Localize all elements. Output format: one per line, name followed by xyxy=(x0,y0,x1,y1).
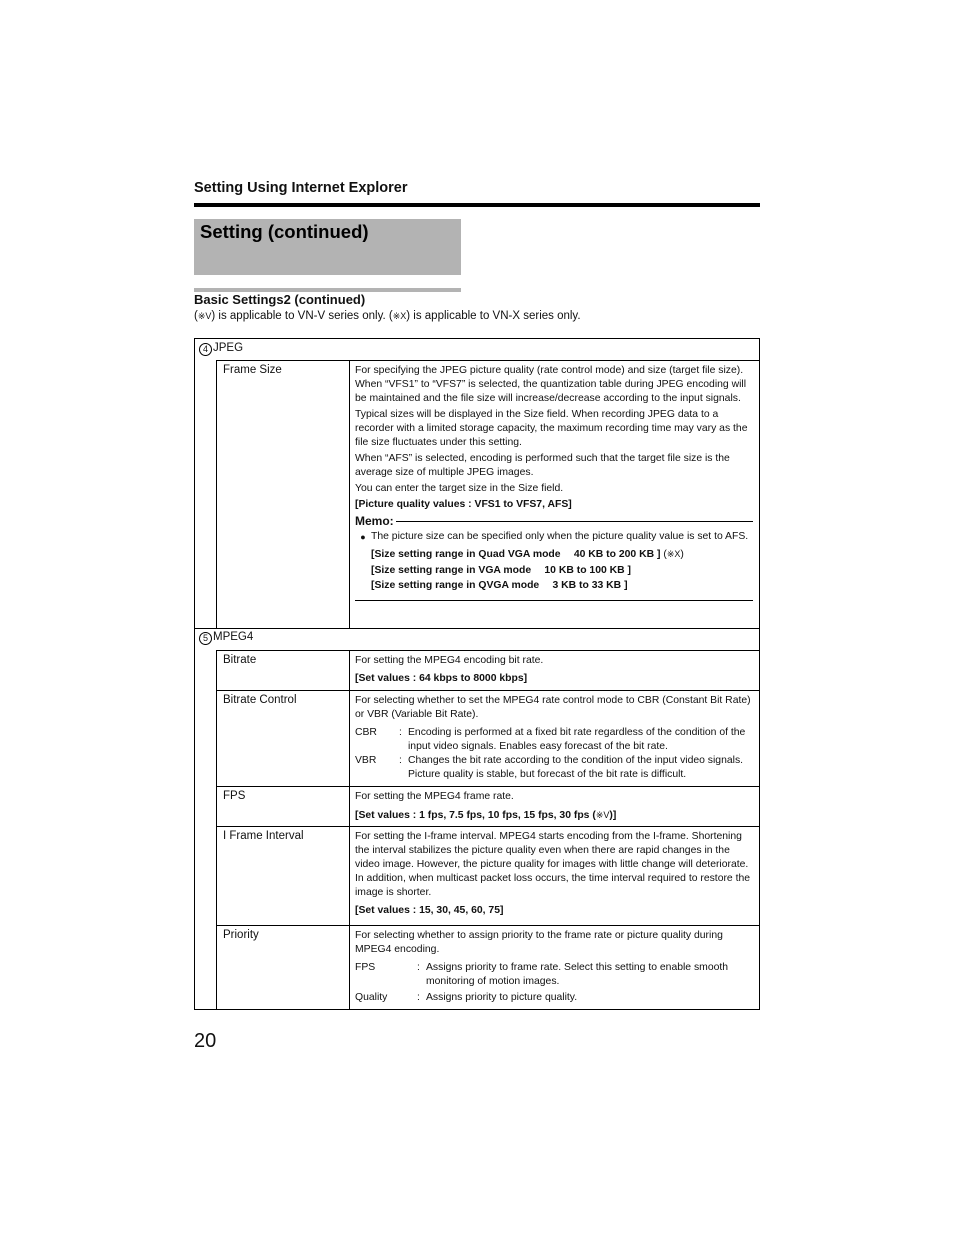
memo-heading xyxy=(355,514,753,528)
table-rule xyxy=(195,628,759,629)
priority-description xyxy=(355,929,753,1005)
range-vga: [Size setting range in VGA mode 10 KB to 100 KB ] xyxy=(371,564,632,576)
frame-size-values: [Picture quality values : VFS1 to VFS7, AFS] xyxy=(355,499,572,510)
iframe-description xyxy=(355,830,753,920)
title-banner xyxy=(194,219,461,275)
term-text: Assigns priority to frame rate. Select this setting to enable smooth monitoring of motion images. xyxy=(426,962,729,987)
applicability-note: (※V) is applicable to VN-V series only. (※X) is applicable to VN-X series only. xyxy=(194,310,581,322)
term-key: CBR xyxy=(355,727,377,738)
row-label-fps: FPS xyxy=(223,790,246,802)
term-text: Changes the bit rate according to the condition of the input video signals. Picture quality is stable, but forecast of the bit rate is difficult. xyxy=(408,755,744,780)
page-number: 20 xyxy=(194,1030,217,1052)
bitrate-values: [Set values : 64 kbps to 8000 kbps] xyxy=(355,673,528,684)
group-mpeg4-label: MPEG4 xyxy=(213,631,254,643)
memo-item xyxy=(355,530,753,544)
row-label-frame-size: Frame Size xyxy=(223,364,282,376)
circled-number: 4 xyxy=(199,343,212,356)
bitrate-text: For setting the MPEG4 encoding bit rate. xyxy=(355,655,544,666)
frame-size-text: Typical sizes will be displayed in the Size field. When recording JPEG data to a recorder with a limited storage capacity, the maximum recording time may vary as the file size fluctuates under this setting. xyxy=(355,409,748,448)
frame-size-description xyxy=(355,364,753,601)
range-qvga: [Size setting range in QVGA mode 3 KB to 33 KB ] xyxy=(371,580,628,591)
frame-size-text: For specifying the JPEG picture quality (rate control mode) and size (target file size). When “VFS1” to “VFS7” is selected, the quantization table during JPEG encoding will be maintained and the file size will increase/decrease according to the input signals. xyxy=(355,365,746,404)
note-x-text: ) is applicable to VN-X series only. xyxy=(406,310,581,322)
fps-values xyxy=(355,808,753,823)
table-rule xyxy=(216,360,759,361)
term-item xyxy=(355,754,753,782)
table-rule xyxy=(216,360,217,628)
ref-mark-x: ※X xyxy=(392,311,407,321)
row-label-bitrate: Bitrate xyxy=(223,654,257,666)
table-rule xyxy=(349,650,350,1009)
frame-size-text: You can enter the target size in the Size field. xyxy=(355,483,564,494)
term-text: Assigns priority to picture quality. xyxy=(426,992,578,1003)
frame-size-text: When “AFS” is selected, encoding is performed such that the target file size is the average size of multiple JPEG images. xyxy=(355,453,730,478)
fps-description xyxy=(355,790,753,825)
table-rule xyxy=(216,650,759,651)
section-header: Setting Using Internet Explorer xyxy=(194,180,408,196)
row-label-iframe-interval: I Frame Interval xyxy=(223,830,304,842)
row-label-priority: Priority xyxy=(223,929,259,941)
ref-mark-v: ※V xyxy=(197,311,212,321)
term-key: FPS xyxy=(355,962,376,973)
term-item xyxy=(355,991,753,1005)
ref-mark-x: ※X xyxy=(666,549,681,559)
fps-text: For setting the MPEG4 frame rate. xyxy=(355,791,514,802)
row-label-bitrate-control: Bitrate Control xyxy=(223,694,297,706)
memo-title: Memo: xyxy=(355,514,394,528)
iframe-text: For setting the I-frame interval. MPEG4 starts encoding from the I-frame. Shortening the interval stabilizes the picture quality even when there are rapid changes in the video image. However, the picture quality for images with little change will deteriorate. In addition, when multicast packet loss occurs, the time interval required to restore the image is shorter. xyxy=(355,831,751,898)
term-key: Quality xyxy=(355,992,388,1003)
memo-rule xyxy=(396,521,753,522)
term-item xyxy=(355,726,753,754)
bitrate-control-text: For selecting whether to set the MPEG4 rate control mode to CBR (Constant Bit Rate) or VBR (Variable Bit Rate). xyxy=(355,695,751,720)
page-title: Setting (continued) xyxy=(200,221,369,242)
term-key: VBR xyxy=(355,755,377,766)
group-jpeg-label: JPEG xyxy=(213,342,244,354)
bullet-icon: ● xyxy=(360,532,366,542)
table-rule xyxy=(349,360,350,628)
memo-end-rule xyxy=(355,600,753,601)
table-rule xyxy=(216,925,759,926)
bitrate-description xyxy=(355,654,753,688)
table-rule xyxy=(216,786,759,787)
iframe-values: [Set values : 15, 30, 45, 60, 75] xyxy=(355,905,504,916)
table-rule xyxy=(216,650,217,1009)
header-rule xyxy=(194,203,760,207)
fps-values-end: )] xyxy=(609,810,617,821)
term-colon: : xyxy=(399,727,402,738)
subheading: Basic Settings2 (continued) xyxy=(194,292,366,307)
note-v-text: ) is applicable to VN-V series only. ( xyxy=(211,310,393,322)
term-colon: : xyxy=(417,962,420,973)
term-colon: : xyxy=(417,992,420,1003)
memo-text: The picture size can be specified only when the picture quality value is set to AFS. xyxy=(371,531,749,542)
range-quad-text: [Size setting range in Quad VGA mode 40 KB to 200 KB ] xyxy=(371,549,661,560)
range-quad-vga: [Size setting range in Quad VGA mode 40 KB to 200 KB ] (※X) xyxy=(371,549,684,560)
term-item xyxy=(355,961,753,989)
circled-number: 5 xyxy=(199,632,212,645)
group-jpeg xyxy=(199,342,243,356)
ref-mark-v: ※V xyxy=(595,810,610,820)
table-rule xyxy=(216,826,759,827)
term-colon: : xyxy=(399,755,402,766)
table-rule xyxy=(216,690,759,691)
priority-text: For selecting whether to assign priority to the frame rate or picture quality during MPEG4 encoding. xyxy=(355,930,723,955)
fps-values-text: [Set values : 1 fps, 7.5 fps, 10 fps, 15 fps, 30 fps ( xyxy=(355,810,596,821)
bitrate-control-description xyxy=(355,694,753,782)
group-mpeg4 xyxy=(199,631,253,645)
settings-table xyxy=(194,338,760,1010)
term-text: Encoding is performed at a fixed bit rate regardless of the condition of the input video signals. Enables easy forecast of the bit rate. xyxy=(408,727,746,752)
